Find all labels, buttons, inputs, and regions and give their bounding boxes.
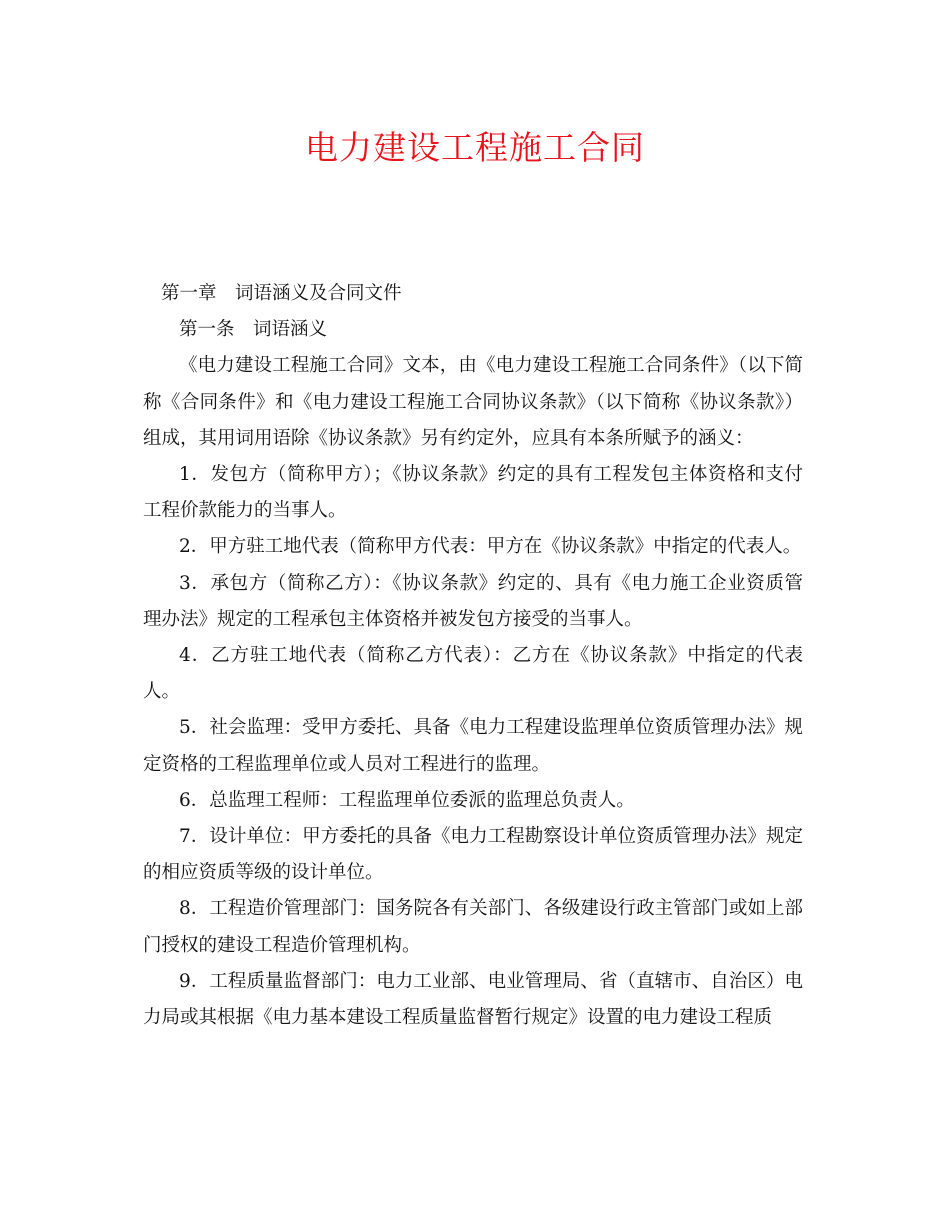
definition-item-6: 6．总监理工程师：工程监理单位委派的监理总负责人。 <box>179 789 635 811</box>
intro-paragraph: 《电力建设工程施工合同》文本，由《电力建设工程施工合同条件》（以下简 称《合同条件》和《电力建设工程施工合同协议条款》（以下简称《协议条款》） 组成，其用词用语除《协议条款》另有约定外，应具有本条所赋予的涵义： <box>143 355 803 449</box>
chapter-heading: 第一章 词语涵义及合同文件 <box>161 283 402 304</box>
definition-item-2: 2．甲方驻工地代表（简称甲方代表：甲方在《协议条款》中指定的代表人。 <box>179 536 802 558</box>
definition-item-7: 7．设计单位：甲方委托的具备《电力工程勘察设计单位资质管理办法》规定 的相应资质等级的设计单位。 <box>143 826 803 884</box>
definition-item-4: 4．乙方驻工地代表（简称乙方代表）：乙方在《协议条款》中指定的代表人。 <box>143 645 803 703</box>
definition-item-3: 3．承包方（简称乙方）：《协议条款》约定的、具有《电力施工企业资质管 理办法》规定的工程承包主体资格并被发包方接受的当事人。 <box>143 572 803 630</box>
document-body <box>143 276 803 1036</box>
definition-item-1: 1．发包方（简称甲方）；《协议条款》约定的具有工程发包主体资格和支付 工程价款能力的当事人。 <box>143 464 803 522</box>
definition-item-8: 8．工程造价管理部门：国务院各有关部门、各级建设行政主管部门或如上部 门授权的建设工程造价管理机构。 <box>143 898 803 956</box>
definition-item-5: 5．社会监理：受甲方委托、具备《电力工程建设监理单位资质管理办法》规 定资格的工程监理单位或人员对工程进行的监理。 <box>143 717 803 775</box>
definition-item-9: 9．工程质量监督部门：电力工业部、电业管理局、省（直辖市、自治区）电 力局或其根据《电力基本建设工程质量监督暂行规定》设置的电力建设工程质 <box>143 970 803 1029</box>
document-title: 电力建设工程施工合同 <box>305 128 645 167</box>
article-heading: 第一条 词语涵义 <box>179 319 328 341</box>
